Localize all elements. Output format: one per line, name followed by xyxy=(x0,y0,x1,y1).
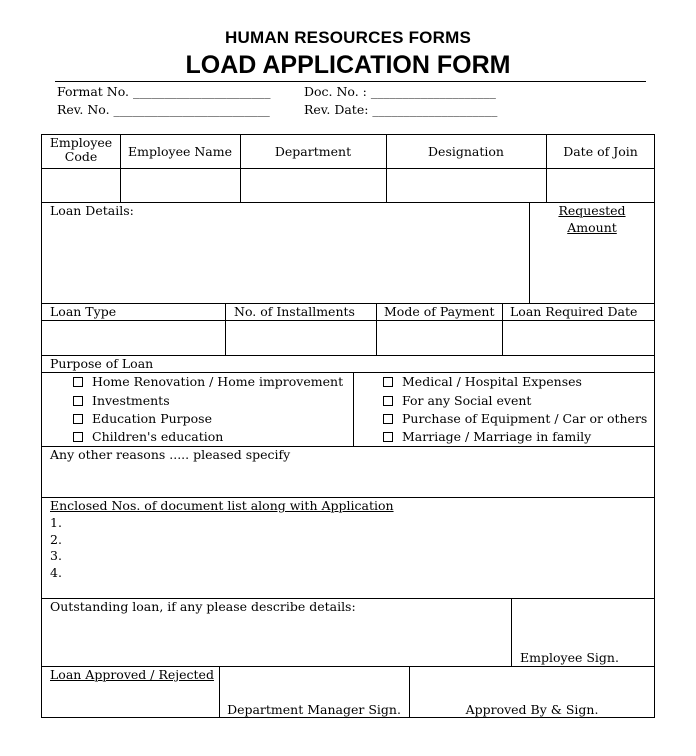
employee-sign-label: Employee Sign. xyxy=(520,650,619,665)
department-manager-sign-label: Department Manager Sign. xyxy=(227,702,401,717)
loan-details-input[interactable] xyxy=(42,220,528,302)
employee-code-input[interactable] xyxy=(42,169,120,202)
checkbox-icon[interactable] xyxy=(73,432,83,442)
rev-no-field[interactable]: Rev. No. _________________________ xyxy=(57,102,270,117)
department-header: Department xyxy=(274,144,352,159)
form-title: LOAD APPLICATION FORM xyxy=(185,51,511,79)
department-input[interactable] xyxy=(241,169,386,202)
option-social-event[interactable]: For any Social event xyxy=(383,394,531,408)
checkbox-icon[interactable] xyxy=(383,396,393,406)
option-equipment[interactable]: Purchase of Equipment / Car or others xyxy=(383,412,647,426)
checkbox-icon[interactable] xyxy=(73,396,83,406)
document-item-4[interactable]: 4. xyxy=(50,565,62,580)
loan-type-header: Loan Type xyxy=(50,304,117,319)
checkbox-icon[interactable] xyxy=(383,377,393,387)
loan-approved-rejected-label: Loan Approved / Rejected xyxy=(50,667,214,682)
checkbox-icon[interactable] xyxy=(383,432,393,442)
loan-required-date-input[interactable] xyxy=(503,321,654,355)
checkbox-icon[interactable] xyxy=(73,377,83,387)
documents-label: Enclosed Nos. of document list along with Application xyxy=(50,498,394,513)
installments-header: No. of Installments xyxy=(234,304,355,319)
date-of-join-header: Date of Join xyxy=(563,144,638,159)
document-item-2[interactable]: 2. xyxy=(50,532,62,547)
option-education[interactable]: Education Purpose xyxy=(73,412,212,426)
purpose-label: Purpose of Loan xyxy=(50,356,154,371)
format-no-field[interactable]: Format No. ______________________ xyxy=(57,84,271,99)
approved-by-sign-label: Approved By & Sign. xyxy=(465,702,599,717)
header-rule xyxy=(55,81,646,82)
outstanding-loan-input[interactable] xyxy=(42,616,510,665)
loan-required-date-header: Loan Required Date xyxy=(510,304,638,319)
doc-no-field[interactable]: Doc. No. : ____________________ xyxy=(304,84,496,99)
mode-of-payment-header: Mode of Payment xyxy=(384,304,495,319)
loan-details-label: Loan Details: xyxy=(50,203,134,218)
designation-input[interactable] xyxy=(387,169,546,202)
requested-amount-label: Requested Amount xyxy=(558,203,626,235)
loan-type-input[interactable] xyxy=(42,321,225,355)
other-reasons-label: Any other reasons ..... pleased specify xyxy=(50,447,291,462)
document-item-1[interactable]: 1. xyxy=(50,515,62,530)
option-childrens-education[interactable]: Children's education xyxy=(73,430,223,444)
employee-name-header: Employee Name xyxy=(128,144,232,159)
option-home-renovation[interactable]: Home Renovation / Home improvement xyxy=(73,375,343,389)
option-investments[interactable]: Investments xyxy=(73,394,170,408)
checkbox-icon[interactable] xyxy=(383,414,393,424)
document-item-3[interactable]: 3. xyxy=(50,548,62,563)
rev-date-field[interactable]: Rev. Date: ____________________ xyxy=(304,102,498,117)
outstanding-loan-label: Outstanding loan, if any please describe details: xyxy=(50,599,356,614)
mode-of-payment-input[interactable] xyxy=(377,321,502,355)
requested-amount-input[interactable] xyxy=(530,240,654,302)
option-medical[interactable]: Medical / Hospital Expenses xyxy=(383,375,582,389)
employee-code-header: Employee Code xyxy=(49,135,113,164)
other-reasons-input[interactable] xyxy=(42,464,654,496)
option-marriage[interactable]: Marriage / Marriage in family xyxy=(383,430,591,444)
employee-name-input[interactable] xyxy=(121,169,240,202)
checkbox-icon[interactable] xyxy=(73,414,83,424)
date-of-join-input[interactable] xyxy=(547,169,654,202)
org-title: HUMAN RESOURCES FORMS xyxy=(225,28,471,47)
designation-header: Designation xyxy=(428,144,504,159)
installments-input[interactable] xyxy=(226,321,376,355)
